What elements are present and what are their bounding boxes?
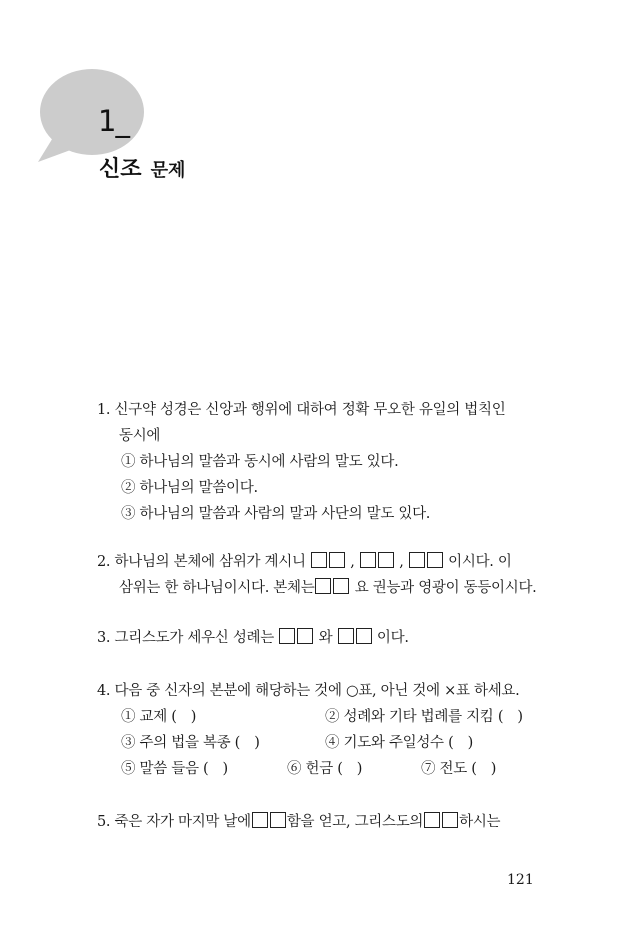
question-1-option-2: ② 하나님의 말씀이다. <box>121 480 258 496</box>
blank-box <box>409 552 425 568</box>
question-2 <box>97 549 557 601</box>
page-number: 121 <box>507 872 534 888</box>
blank-box <box>356 628 372 644</box>
question-4-option-5: ⑤ 말씀 들음 ( ) <box>121 761 228 777</box>
question-1-text: 1. 신구약 성경은 신앙과 행위에 대하여 정확 무오한 유일의 법칙인 <box>97 402 506 418</box>
question-4-text: 4. 다음 중 신자의 본분에 해당하는 것에 ○표, 아닌 것에 ×표 하세요. <box>97 683 520 699</box>
question-3-text-a: 3. 그리스도가 세우신 성례는 <box>97 630 274 646</box>
blank-box <box>329 552 345 568</box>
blank-box <box>311 552 327 568</box>
question-4-option-2: ② 성례와 기타 법례를 지킴 ( ) <box>325 709 523 725</box>
blank-box <box>360 552 376 568</box>
separator: , <box>399 554 404 570</box>
question-3-text-b: 와 <box>318 630 333 646</box>
blank-box <box>424 812 440 828</box>
question-4-option-6: ⑥ 헌금 ( ) <box>287 761 363 777</box>
blank-box <box>338 628 354 644</box>
question-2-line-2 <box>97 575 557 601</box>
question-5-text-c: 하시는 <box>459 814 501 830</box>
question-1-option-1: ① 하나님의 말씀과 동시에 사람의 말도 있다. <box>121 454 399 470</box>
question-4-option-4: ④ 기도와 주일성수 ( ) <box>325 735 473 751</box>
question-2-text-b: 이시다. 이 <box>448 554 512 570</box>
blank-box <box>279 628 295 644</box>
question-4-row-1 <box>97 704 557 730</box>
question-1-text-cont: 동시에 <box>119 428 161 444</box>
question-2-text-a: 2. 하나님의 본체에 삼위가 계시니 <box>97 554 306 570</box>
chapter-title-main: 신조 <box>99 157 142 182</box>
question-5-text-b: 함을 얻고, 그리스도의 <box>286 814 424 830</box>
question-4-option-1: ① 교제 ( ) <box>121 709 197 725</box>
separator: , <box>350 554 355 570</box>
blank-box <box>442 812 458 828</box>
question-3 <box>97 625 557 651</box>
chapter-title <box>99 152 185 183</box>
chapter-title-sub: 문제 <box>150 160 186 181</box>
blank-box <box>297 628 313 644</box>
question-4-row-2 <box>97 730 557 756</box>
question-2-line-1 <box>97 549 557 575</box>
question-4 <box>97 678 557 782</box>
question-2-text-c: 삼위는 한 하나님이시다. 본체는 <box>119 580 315 596</box>
blank-box <box>427 552 443 568</box>
blank-box <box>378 552 394 568</box>
question-4-row-3 <box>97 756 557 782</box>
question-4-option-3: ③ 주의 법을 복종 ( ) <box>121 735 260 751</box>
question-5-text-a: 5. 죽은 자가 마지막 날에 <box>97 814 251 830</box>
question-4-option-7: ⑦ 전도 ( ) <box>421 761 497 777</box>
blank-box <box>252 812 268 828</box>
question-5 <box>97 809 557 835</box>
question-1-option-3: ③ 하나님의 말씀과 사람의 말과 사단의 말도 있다. <box>121 506 431 522</box>
blank-box <box>270 812 286 828</box>
blank-box <box>315 578 331 594</box>
question-3-text-c: 이다. <box>376 630 409 646</box>
chapter-number: 1_ <box>98 104 129 138</box>
question-1 <box>97 397 557 527</box>
blank-box <box>333 578 349 594</box>
question-2-text-d: 요 권능과 영광이 동등이시다. <box>354 580 537 596</box>
